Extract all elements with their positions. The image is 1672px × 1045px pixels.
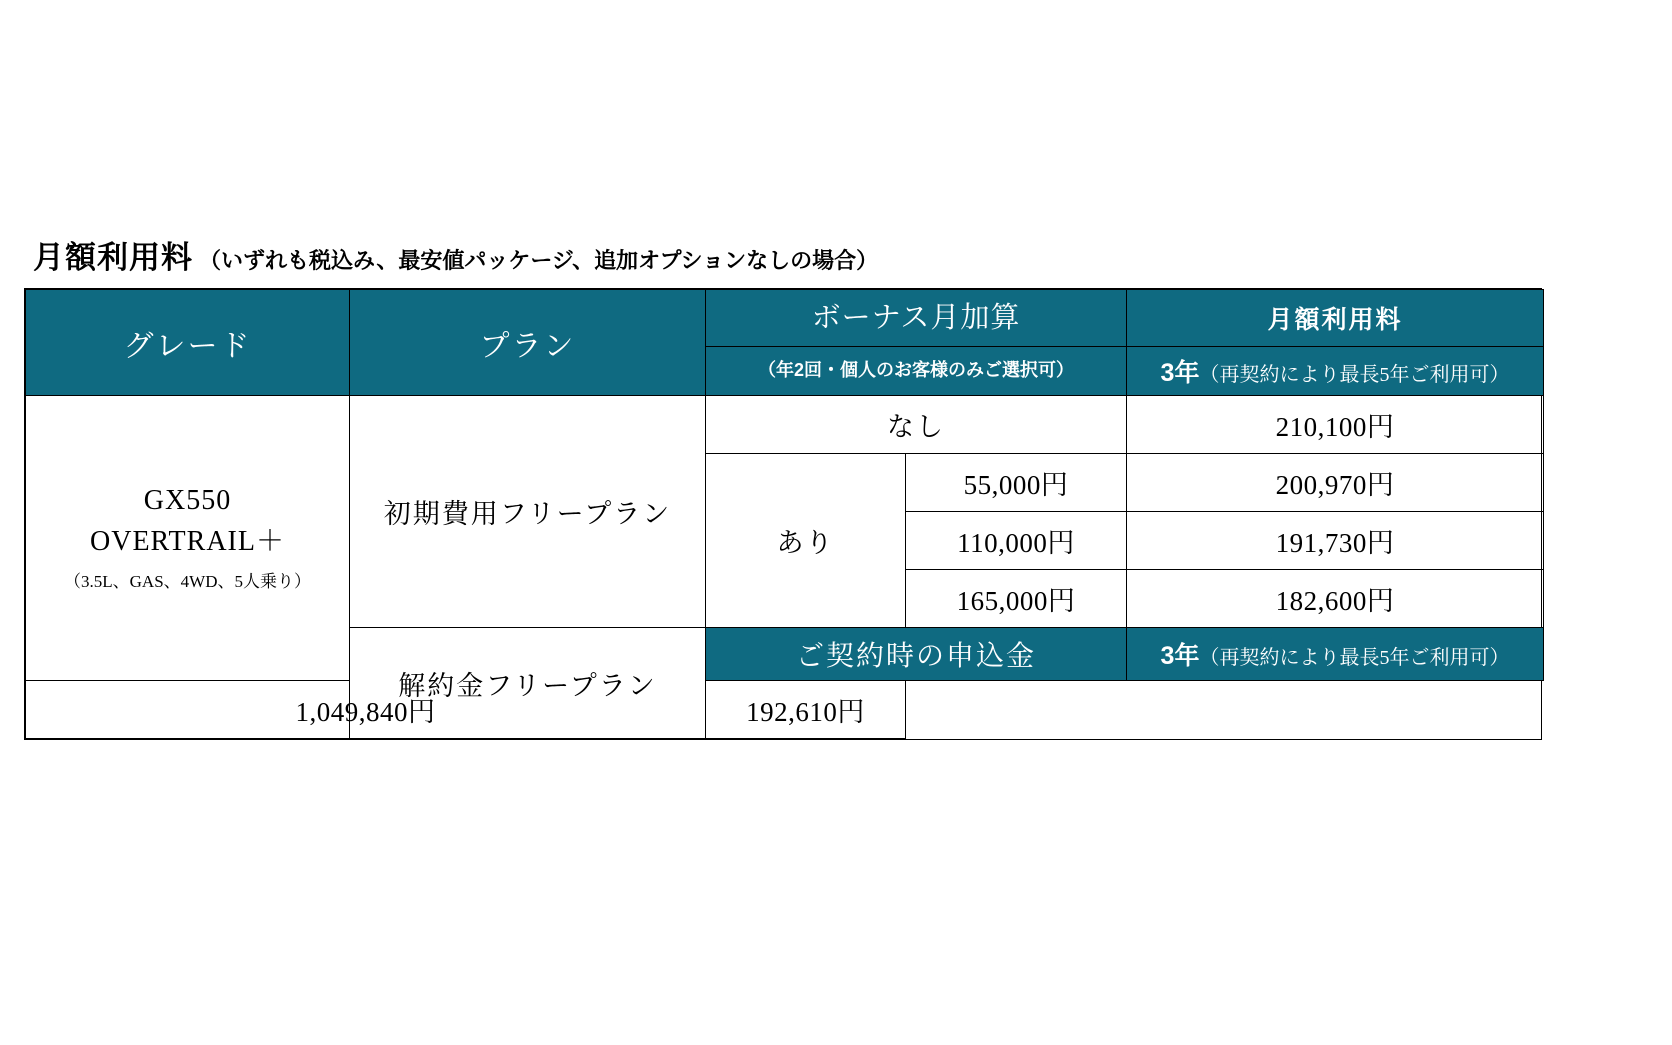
deposit-header-label: ご契約時の申込金	[706, 628, 1127, 681]
header-bonus	[706, 290, 1127, 347]
deposit-fee: 192,610円	[706, 681, 906, 739]
deposit-amount: 1,049,840円	[26, 681, 706, 739]
fee-value-row-3: 191,730円	[1127, 512, 1544, 570]
page-title-note: （いずれも税込み、最安値パッケージ、追加オプションなしの場合）	[199, 248, 879, 273]
bonus-none-cell: なし	[706, 396, 1127, 454]
header-grade: グレード	[26, 290, 350, 396]
monthly-fee-table	[24, 288, 1542, 740]
deposit-term-note: （再契約により最長5年ご利用可）	[1199, 647, 1510, 669]
bonus-amount-row-4: 165,000円	[906, 570, 1127, 628]
page-title	[33, 232, 878, 277]
deposit-term-years: 3年	[1160, 642, 1200, 670]
header-fee-term	[1127, 353, 1543, 389]
deposit-value-row	[26, 681, 1544, 739]
header-fee-term-years: 3年	[1160, 359, 1200, 387]
plan-cell-initial-free: 初期費用フリープラン	[350, 396, 706, 628]
deposit-term	[1127, 636, 1543, 672]
grade-spec: （3.5L、GAS、4WD、5人乗り）	[64, 572, 311, 592]
bonus-amount-row-2: 55,000円	[906, 454, 1127, 512]
plan-cell-cancel-free: 解約金フリープラン	[350, 628, 706, 739]
table-header-row-1	[26, 290, 1544, 347]
page-title-main: 月額利用料	[33, 240, 193, 275]
header-fee-term-note: （再契約により最長5年ご利用可）	[1199, 364, 1510, 386]
bonus-amount-row-3: 110,000円	[906, 512, 1127, 570]
deposit-term-cell	[1127, 628, 1544, 681]
header-fee	[1127, 290, 1544, 347]
grade-cell	[26, 396, 350, 681]
header-bonus-main: ボーナス月加算	[811, 301, 1021, 334]
grade-name-line2: OVERTRAIL＋	[90, 525, 285, 557]
fee-value-row-2: 200,970円	[1127, 454, 1544, 512]
header-fee-main: 月額利用料	[1267, 306, 1403, 334]
bonus-yes-cell: あり	[706, 454, 906, 628]
header-bonus-subnote-cell	[706, 347, 1127, 396]
fee-value-row-1: 210,100円	[1127, 396, 1544, 454]
header-plan: プラン	[350, 290, 706, 396]
fee-value-row-4: 182,600円	[1127, 570, 1544, 628]
grade-name-line1: GX550	[143, 485, 232, 517]
table-row	[26, 396, 1544, 454]
header-fee-term-cell	[1127, 347, 1544, 396]
header-bonus-sub: （年2回・個人のお客様のみご選択可）	[757, 360, 1074, 381]
